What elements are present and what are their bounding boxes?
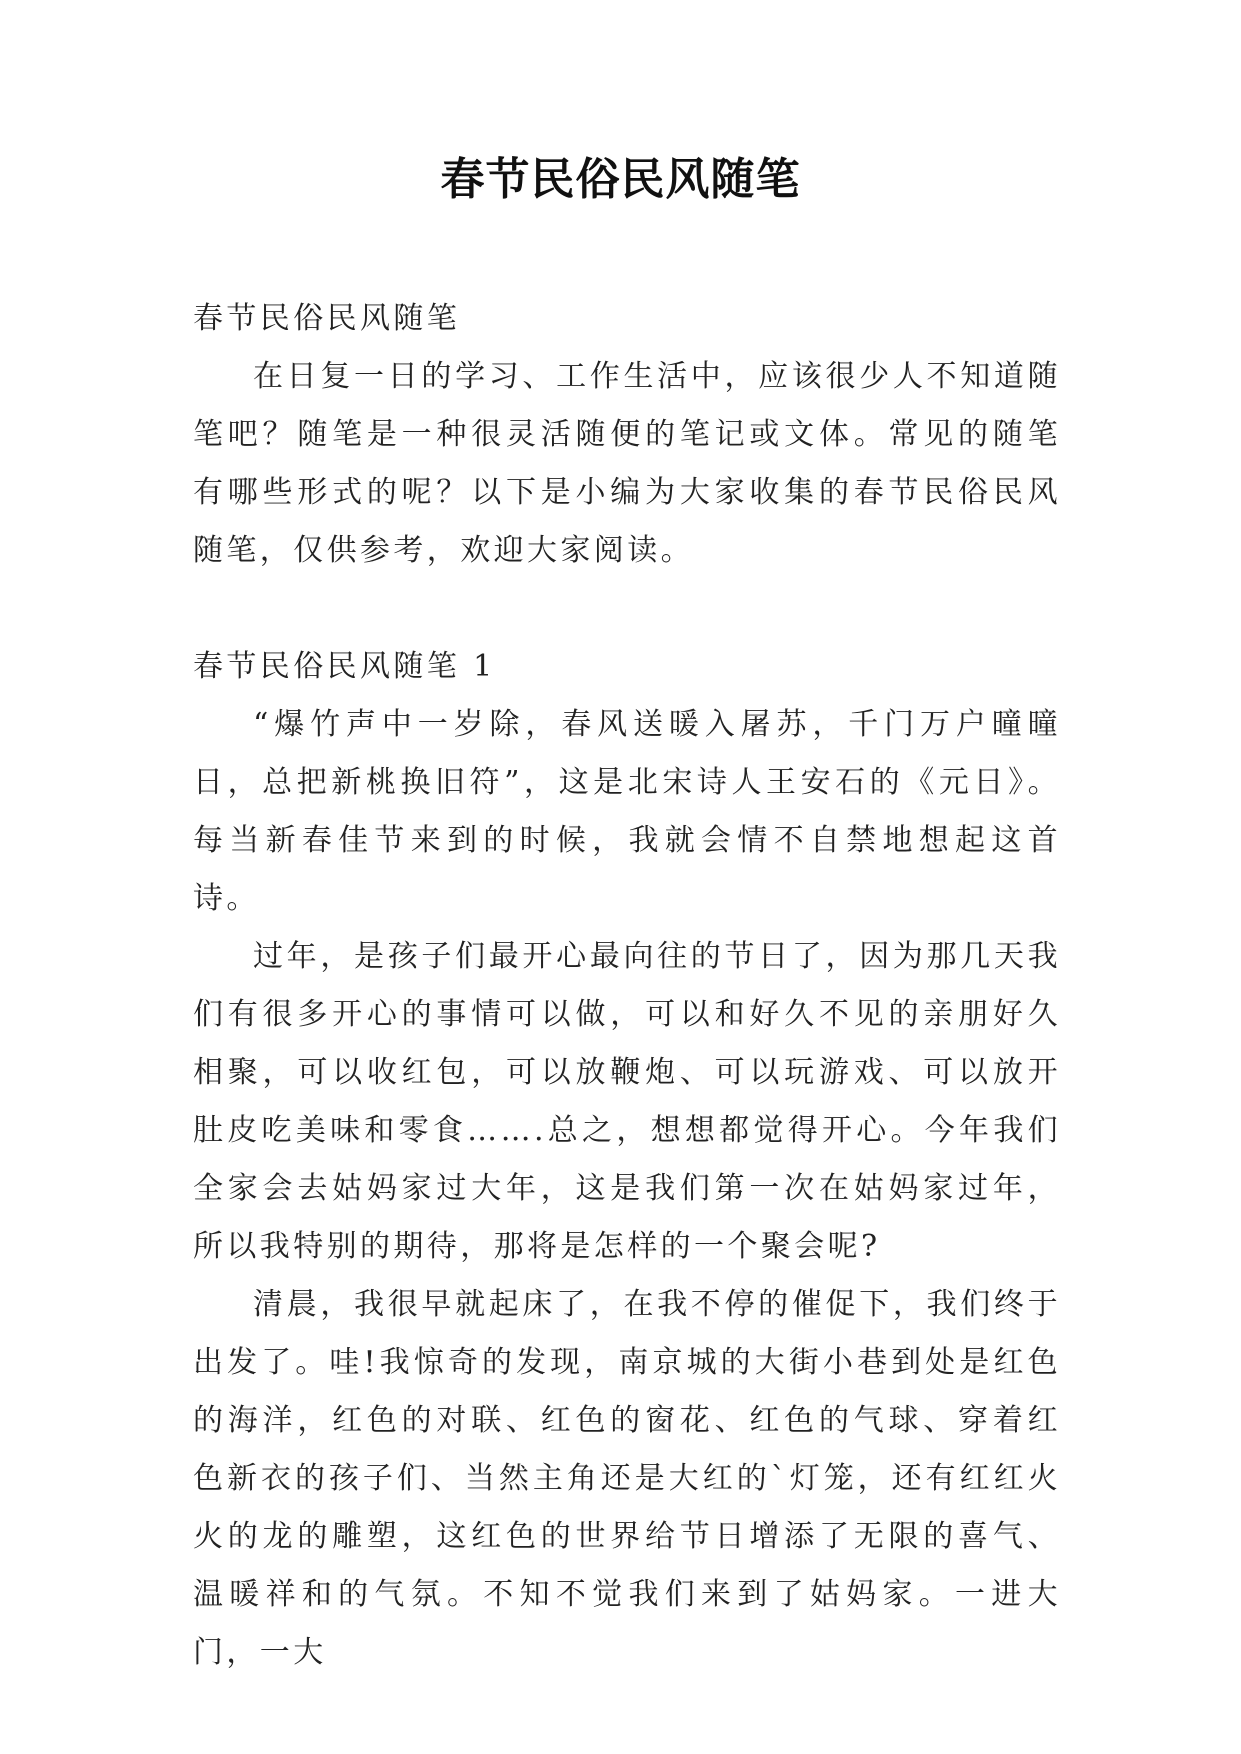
document-body	[193, 290, 1061, 1682]
body-paragraph: 过年，是孩子们最开心最向往的节日了，因为那几天我们有很多开心的事情可以做，可以和好久不见的亲朋好久相聚，可以收红包，可以放鞭炮、可以玩游戏、可以放开肚皮吃美味和零食…….总之，想想都觉得开心。今年我们全家会去姑妈家过大年，这是我们第一次在姑妈家过年，所以我特别的期待，那将是怎样的一个聚会呢?	[193, 939, 1061, 1264]
intro-heading: 春节民俗民风随笔	[193, 301, 461, 336]
intro-paragraph: 在日复一日的学习、工作生活中，应该很少人不知道随笔吧？随笔是一种很灵活随便的笔记或文体。常见的随笔有哪些形式的呢？以下是小编为大家收集的春节民俗民风随笔，仅供参考，欢迎大家阅读。	[193, 359, 1061, 568]
body-paragraph: 清晨，我很早就起床了，在我不停的催促下，我们终于出发了。哇!我惊奇的发现，南京城的大街小巷到处是红色的海洋，红色的对联、红色的窗花、红色的气球、穿着红色新衣的孩子们、当然主角还是大红的`灯笼，还有红红火火的龙的雕塑，这红色的世界给节日增添了无限的喜气、温暖祥和的气氛。不知不觉我们来到了姑妈家。一进大门，一大	[193, 1287, 1061, 1670]
section-heading: 春节民俗民风随笔 1	[193, 649, 496, 684]
document-title: 春节民俗民风随笔	[440, 154, 801, 205]
body-paragraph: “爆竹声中一岁除，春风送暖入屠苏，千门万户曈曈日，总把新桃换旧符”，这是北宋诗人王安石的《元日》。每当新春佳节来到的时候，我就会情不自禁地想起这首诗。	[193, 707, 1061, 916]
